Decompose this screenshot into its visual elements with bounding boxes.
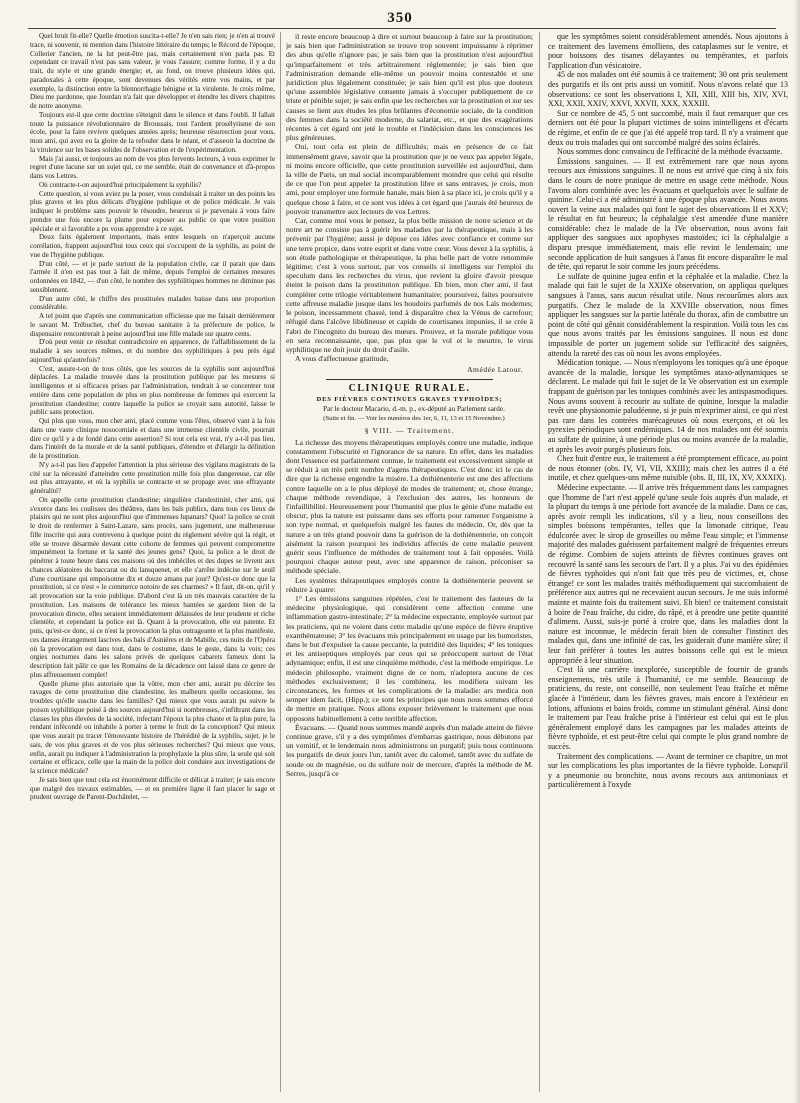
paragraph: Oui, tout cela est plein de difficultés; mais en présence de ce fait immensément grave, savoir que la prostitution que je ne veux pas appeler légale, ni moins encore officielle, que cette prostitution surveillée est aujourd'hui, dans la ville de Paris, un mal social incomparablement moindre que celui qui résulte de ce que l'on peut appeler la prostitution libre et sans entraves, je crois, mon ami, pour employer une formule banale, mais bien à sa place ici, je crois qu'il y a quelque chose à faire, et ce sont vos idées à cet égard que j'aurais été heureux de pouvoir transmettre aux lecteurs de vos Lettres. [286,142,533,216]
paragraph: Médecine expectante. — Il arrive très fréquemment dans les campagnes que l'homme de l'art n'est appelé qu'une seule fois auprès d'un malade, et la plupart du temps à une période fort avancée de la maladie. Dans ce cas, après avoir rempli les indications, s'il y a lieu, nous conseillons des simples boissons tempérantes, telles que la limonade citrique, l'eau édulcorée avec le sirop de groseilles ou même l'eau simple; et l'immense majorité des malades guérissent parfaitement malgré de fréquentes erreurs de régime. Combien de sujets atteints de fièvres continues graves ont recouvré la santé sans les secours de l'art. Il y a plus. J'ai vu des épidémies de fièvres typhoïdes qui n'ont fait que très peu de victimes, et, chose étrange! ce sont les malades traités méthodiquement qui succombaient de préférence aux autres qui ne recevaient aucun secours. Je me suis informé mainte et mainte fois du traitement suivi. Eh bien! ce traitement consistait à boire de l'eau fraîche, du cidre, du râpé, et à prendre une petite quantité d'alimens. Aussi, suis-je porté à croire que, dans les maladies dont la nature est inconnue, le médecin ferait bien de consulter l'instinct des malades qui, dans une infinité de cas, les guiderait d'une manière sûre; il leur fait préférer à toutes les autres boissons celle qui est le mieux appropriée à leur situation. [548,482,788,665]
paragraph: Nous sommes donc convaincu de l'efficacité de la méthode évacuante. [557,147,783,157]
column-left [30,32,275,1092]
column-divider [539,32,540,1092]
paragraph: Cette question, si vous aviez pu la poser, vous conduisait à traiter un des points les plus graves et les plus délicats d'hygiène publique et de police médicale. Je vais indiquer le problème sans pouvoir le résoudre, heureux si je parvenais à vous faire prendre une fois encore la plume pour exposer au public ce que votre position spéciale et si favorable a pu vous apprendre à ce sujet. [30,189,275,233]
scan-edge [794,0,800,1103]
header-rule [28,28,776,29]
paragraph: Qui plus que vous, mon cher ami, placé comme vous l'êtes, observé vant à la fois dans une vaste clinique nosocomiale et dans une immense clientèle civile, pourrait dire ce qu'il y a de fondé dans cette assertion? Si tout cela est vrai, n'y a-t-il pas lieu, dans l'intérêt de la morale et de la santé publiques, d'étendre et d'élargir la définition de la prostitution. [30,417,275,460]
paragraph: A tel point que d'après une communication officieuse que me faisait dernièrement le savant M. Trébuchet, chef du bureau sanitaire à la préfecture de police, le dispensaire rencontrerait à peine aujourd'hui une fille malade sur quatre cents. [30,312,275,338]
paragraph: Je sais bien que tout cela est énormément difficile et délicat à traiter; je sais encore que malgré des travaux estimables, — et en première ligne il faut placer le sage et prudent ouvrage de Parent-Duchâtelet, — [30,775,275,802]
article-title: DES FIÈVRES CONTINUES GRAVES TYPHOÏDES; [316,395,503,403]
paragraph: Sur ce nombre de 45, 5 ont succombé, mais il faut remarquer que ces derniers ont été pour la plupart victimes de soins inintelligens et d'écarts de régime, et enfin de ce que j'ai été appelé trop tard. Il n'y a vraiment que deux ou trois malades qui ont succombé malgré des soins éclairés. [548,108,788,147]
paragraph: A vous d'affectueuse gratitude, [295,354,389,364]
paragraph: Médication tonique. — Nous n'employons les toniques qu'à une époque avancée de la maladie, lorsque les symptômes ataxo-adynamiques se déclarent. Le malade qui fait le sujet de la Ve observation est un exemple frappant de guérison par les toniques combinés avec les antispasmodiques. Nous avons souvent à recourir au sulfate de quinine, lorsque la maladie revêt une physionomie paludéenne, si je puis m'exprimer ainsi, ce qui n'est pas rare dans les contrées marécageuses où nous exerçons, et où les pyrexies périodiques sont endémiques. 14 de nos malades ont été soumis au sulfate de quinine, à une période plus ou moins avancée de la maladie, et après les avoir purgés plusieurs fois. [548,358,788,454]
paragraph: Traitement des complications. — Avant de terminer ce chapitre, un mot sur les complications les plus importantes de la fièvre typhoïde. Lorsqu'il y a pneumonie ou bronchite, nous avons recours aux antimoniaux et particulièrement à l'oxyde [548,751,788,790]
paragraph: Les systèmes thérapeutiques employés contre la dothiénenterie peuvent se réduire à quatre: [286,575,533,594]
paragraph: Deux faits également importants, mais entre lesquels on n'aperçoit aucune corrélation, frappent aujourd'hui tous ceux qui s'occupent de la syphilis, au point de vue de l'hygiène publique. [30,233,275,259]
paragraph: La richesse des moyens thérapeutiques employés contre une maladie, indique constamment l'obscurité et l'ignorance de sa nature. En effet, dans les maladies dont l'essence est parfaitement connue, le traitement est excessivement simple et se réduit à un très petit nombre d'agens thérapeutiques. C'est donc ici le cas de dire que la richesse engendre la misère. La dothiénenterie est une des affections contre laquelle on a le plus déployé de modes de traitement; et, chose étrange, chaque méthode revendique, à l'exclusion des autres, les honneurs de l'infaillibilité. Heureusement pour l'humanité que plus le génie d'une maladie est obscur, plus la nature est puissante dans ses efforts pour ramener l'organisme à son type normal, et quelquefois malgré les fautes du médecin. Or, dès que la nature a un très grand pouvoir dans la guérison de la dothiénenterie, on conçoit aisément la raison pourquoi les individus affectés de cette maladie peuvent guérir sous l'influence de méthodes de traitement tout à fait opposées. Voilà pourquoi chaque auteur peut, avec une apparence de raison, préconiser sa méthode spéciale. [286,437,533,576]
paragraph: que les symptômes soient considérablement amendés. Nous ajoutons à ce traitement des lavemens émolliens, des cataplasmes sur le ventre, et pour boissons des tisanes délayantes ou tempérantes, et parfois l'application d'un vésicatoire. [548,32,788,70]
paragraph: Chez huit d'entre eux, le traitement a été promptement efficace, au point de nous étonner (obs. IV, VI, VII, XXIII); mais chez les autres il a été inutile, et chez quelques-uns même nuisible (obs. II, III, IX, XV, XXXIX). [548,454,788,483]
paragraph: 1° Les émissions sanguines répétées, c'est le traitement des fauteurs de la médecine physiologique, qui considèrent cette affection comme une inflammation gastro-intestinale; 2° la médecine expectante, employée surtout par les praticiens, qui ne voient dans cette maladie qu'une espèce de fièvre éruptive exanthémateuse; 3° les évacuans mis principalement en usage par les humoristes, dans le but d'expulser la cause peccante, la putridité des liquides; 4° les toniques et les antiseptiques employés par ceux qui se préoccupent surtout de l'état adynamique; enfin, il est une cinquième méthode, c'est la méthode empirique. Le médecin philosophe, vraiment digne de ce nom, n'adoptera aucune de ces méthodes exclusivement; il les combinera, les modifiera suivant les circonstances, les formes et les complications de la maladie: ars medica non semper idem facit, (Hipp.); ce sont les principes que nous nous sommes efforcé de mettre en pratique. Nous allons exposer brièvement le traitement que nous opposons habituellement à cette terrible affection. [286,593,533,723]
byline: Par le docteur Macario, d.-m. p., ex-député au Parlement sarde. [323,404,505,413]
paragraph: D'un autre côté, le chiffre des prostituées malades baisse dans une proportion considérable. [30,294,275,312]
section-rule [326,379,493,380]
paragraph: Car, comme moi vous le pensez, la plus belle mission de notre science et de notre art ne consiste pas à guérir les maladies par la thérapeutique, mais à les prévenir par l'hygiène; aussi je dépose ces idées avec confiance et comme sur une terre propice, dans votre esprit et dans votre cœur. Vous devez à la syphilis, à son étude pathologique et thérapeutique, la plus belle part de votre renommée légitime; c'est à vous surtout, par vos conseils si intelligens sur l'emploi du speculum dans les recherches du virus, que revient la gloire d'avoir presque éteint le poison dans la prostitution publique. Eh bien, mon cher ami, il faut compléter cette trilogie véritablement humanitaire; poursuivez, faites poursuivre cette affreuse maladie jusque dans les boudoirs parfumés de nos Laïs modernes; le poison, incessamment chassé, tend à disparaître chez la Vénus de carrefour; réfugié dans l'alcôve libidineuse et capide de courtisanes impunies, il se crée à l'abri de l'incognito du bureau des mœurs. Prouvez, et la morale publique vous en sera reconnaissante, que, pas plus que le vol et le meurtre, le virus syphilitique ne doit jouir du droit d'asile. [286,216,533,354]
page-number: 350 [387,10,413,26]
paragraph: 45 de nos malades ont été soumis à ce traitement; 30 ont pris seulement des purgatifs et ils ont pris aussi un vomitif. Nous n'avons relaté que 13 observations: ce sont les observations I, XII, XIII, XIII bis, XIV, XVI, XXI, XXII, XXIV, XXVI, XXVII, XXX, XXXIII. [548,70,788,109]
signature: Amédée Latour. [467,365,523,375]
paragraph: Toujours est-il que cette doctrine s'éteignit dans le silence et dans l'oubli. Il fallait toute la puissance révolutionnaire de Broussais, tout l'ardent prosélytisme de son école, pour la faire revivre quelques années après; heureuse résurrection pour vous, mon ami, qui avez eu la gloire de la refouler dans le néant, et d'asseoir la doctrine de la virulence sur les bases solides de l'observation et de l'expérimentation. [30,110,275,154]
article-body [286,438,533,779]
paragraph: N'y a-t-il pas lieu d'appeler l'attention la plus sérieuse des vigilans magistrats de la cité sur la nécessité d'atteindre cette prostitution mille fois plus dangereuse, car elle est plus attrayante, et où la syphilis se contracte et se propage avec une effrayante généralité? [30,460,275,495]
paragraph: C'est, assure-t-on de tous côtés, que les sources de la syphilis sont aujourd'hui déplacées. La maladie trouvée dans la prostitution publique par les mesures si intelligentes et si efficaces prises par l'administration, tendrait à se concentrer tout entière dans cette population de plus en plus nombreuse de femmes qui exercent la prostitution clandestine; contre laquelle la police se croyait sans autorité, laisse le public sans protection. [30,364,275,417]
paragraph: On appelle cette prostitution clandestine; singulière clandestinité, cher ami, qui s'exerce dans les coulisses des théâtres, dans les bals publics, dans tous ces lieux de plaisirs qui ne sont plus aujourd'hui que d'immenses lupanars? Quoi! la police se croit le droit de renfermer à Saint-Lazare, sans procès, sans jugement, une malheureuse fille inscrite qui aura contrevenu à quelque point du règlement sévère qui la régit, et elle se trouve désarmée devant cette cohorte de femmes qui peuvent compromettre impunément la fortune et la santé des jeunes gens? Quoi, la police a le droit de pénétrer à toute heure dans ces maisons où des imbéciles et des dupes se livrent aux chances aléatoires du baccarat ou du lansquenet, et elle s'arrête indécise sur le seuil d'une courtisane qui empoisonne dix et douze amans par jour? Qu'est-ce donc que la prostitution, si ce n'est « le commerce notoire de ses charmes? » Il faut, dit-on, qu'il y ait provocation sur la voie publique. D'abord c'est là un très mauvais caractère de la prostitution. Les maisons de tolérance les mieux hantées se gardent bien de la provocation directe, elles seraient immédiatement délaissées de leur prudente et riche clientèle, et cependant la police est là. Quant à la provocation, elle est patente. Et puis, qu'est-ce donc, si ce n'est la provocation la plus outrageante et la plus manifeste, ces danses étrangement lascives des bals d'Asnières et de Mabille, ces nuits de l'Opéra où la provocation est dans tout, dans le costume, dans le geste, dans la voix; ces orgies nocturnes dans les salons privés de quelques cabarets fameux dont la description fait pâlir ce que les Romains de la décadence ont laissé dans ce genre de plus affreusement complet! [30,495,275,679]
paragraph: il reste encore beaucoup à dire et surtout beaucoup à faire sur la prostitution; je sais bien que l'administration se trouve trop souvent impuissante à réprimer des abus qu'elle n'ignore pas; je sais bien que la prostitution n'est aujourd'hui qu'imparfaitement et très arbitrairement réglementée; je sais bien que l'administration demande elle-même un pouvoir moins contestable et une juridiction plus légalement constituée; je sais bien qu'il est plus que douteux qu'une assemblée législative consente jamais à s'occuper publiquement de ce triste et pénible sujet; je sais enfin que les recherches sur la prostitution et sur ses causes se lient aux études les plus brûlantes d'économie sociale, de la condition des femmes dans la société moderne, du salariat, etc., et que des exagérations récentes à cet égard ont jeté le trouble et l'indécision dans les consciences les plus généreuses. [286,32,533,143]
paragraph: Quelle plume plus autorisée que la vôtre, mon cher ami, aurait pu décrire les ravages de cette prostitution dite clandestine, les malheurs quelle occasionne, les troubles qu'elle suscite dans les familles? Qui mieux que vous aurait pu suivre le poison syphilitique poisé à des sources aujourd'hui si nombreuses, s'infiltrant dans les classes les plus élevées de la société, infectant l'époux la plus chaste et la plus pure, la rendant infécondé ou inhabile à porter à terme le fruit de la conception? Qui mieux que vous aurait pu tracer l'émouvante histoire de l'hérédité de la syphilis, sujet, je le sais, de vos plus graves et de vos plus sérieuses recherches? Qui mieux que vous, enfin, aurait pu indiquer à l'administration la prophylaxie la plus sûre, la seule qui soit certaine et efficace, celle que la main de la police doit conduire aux investigations de la science médicale? [30,679,275,775]
paragraph: D'où peut venir ce résultat contradictoire en apparence, de l'affaiblissement de la maladie à ses sources mêmes, et du nombre des syphilitiques à peu près égal aujourd'hui qu'autrefois? [30,338,275,364]
paragraph: Évacuans. — Quand nous sommes mandé auprès d'un malade atteint de fièvre continue grave, s'il y a des symptômes d'embarras gastrique, nous débutons par un vomitif, et le lendemain nous administrons un purgatif; puis nous continuons les purgatifs de deux jours l'un, tantôt avec du calomel, tantôt avec du sulfate de soude ou de magnésie, ou du sulfure noir de mercure, d'après la méthode de M. Serres, jusqu'à ce [286,722,533,778]
continuation-note: (Suite et fin. — Voir les numéros des 1er, 6, 11, 13 et 15 Novembre.) [323,415,505,423]
section-title: CLINIQUE RURALE. [348,382,471,394]
paragraph: Mais j'ai aussi, et toujours au nom de vos plus fervents lecteurs, à vous exprimer le regret d'une lacune sur un sujet qui, ce me semble, était de convenance et d'à-propos dans vos Lettres. [30,154,275,180]
paragraph: D'un côté, — et je parle surtout de la population civile, car il parait que dans l'armée il n'en est pas tout à fait de même, depuis l'emploi de certaines mesures ordonnées en 1842, — d'un côté, le nombre des syphilitiques hommes ne diminue pas sensiblement. [30,259,275,294]
paragraph: Où contracte-t-on aujourd'hui principalement la syphilis? [39,180,202,189]
column-divider [280,32,281,1092]
paragraph: Le sulfate de quinine jugea enfin et la céphalée et la maladie. Chez la malade qui fait le sujet de la XXIXe observation, on appliqua quelques sangsues à l'anus, sans aucun résultat utile. Nous recourûmes alors aux purgatifs. Chez le malade de la XXVIIIe observation, nous fîmes appliquer les sangsues sur la partie latérale du thorax, afin de combattre un point de côté qui gênait considérablement la respiration. Voilà tous les cas que nous avons traités par les émissions sanguines. Il nous est donc impossible de porter un jugement solide sur l'efficacité des saignées, attendu la rareté des cas où nous les avons employées. [548,271,788,358]
paragraph: Émissions sanguines. — Il est extrêmement rare que nous ayons recours aux émissions sanguines. Il ne nous est arrivé que cinq à six fois dans le cours de notre pratique de mettre en usage cette méthode. Nous l'avons alors combinée avec les évacuans et quelquefois avec le sulfate de quinine. Celui-ci a été administré à une époque plus avancée. Nous avons ouvert la veine aux malades qui font le sujet des observations II et XXV; le résultat en fut heureux; la céphalalgie s'est amendée d'une manière considérable: chez le malade de la IVe observation, nous avons fait appliquer des sangsues aux apophyses mastoïdes; ici la céphalalgie a disparu presque immédiatement, mais elle revint le lendemain; une seconde application de huit sangsues à l'anus fit encore disparaître le mal de tête, qui reparut le soir comme les jours précédens. [548,156,788,272]
paragraph: Quel bruit fit-elle? Quelle émotion suscita-t-elle? Je n'en sais rien; je n'en ai trouvé trace, ni souvenir, ni mention dans l'histoire littéraire du temps; le Récord de l'époque, Collerier l'ancien, ne la lut peut-être pas, mais certainement n'en parla pas. Et cependant ce travail n'est pas sans valeur, je vous l'assure; comme forme, il y a du trait, du style et une grande énergie; et, au fond, on trouve plusieurs idées qui, paradoxales à cette époque, sont devenues des vérités entre vos mains, et par exemple, la distinction entre la blennorrhagie bénigne et la virulente. Je crois même, Dieu me pardonne, que Jourdan n'a fait que développer et étendre les divers chapitres de notre anonyme. [30,32,275,110]
letter-continuation [286,32,533,363]
subsection-heading: § VIII. — Traitement. [364,426,455,436]
column-middle [286,32,533,1092]
paragraph: C'est là une carrière inexplorée, susceptible de fournir de grands enseignemens, très utile à l'humanité, ce me semble. Beaucoup de praticiens, du reste, ont conseillé, non seulement l'eau fraîche et même glacée à l'intérieur, dans les fièvres graves, mais encore à l'extérieur en lotions, affusions et bains froids, comme un stimulant général. Ainsi donc le traitement par l'eau fraîche prise à l'intérieur est celui qui est le plus généralement employé dans les campagnes par les malades atteints de fièvre typhoïde, et est peut-être celui qui compte le plus grand nombre de succès. [548,665,788,751]
column-right [548,32,788,1092]
